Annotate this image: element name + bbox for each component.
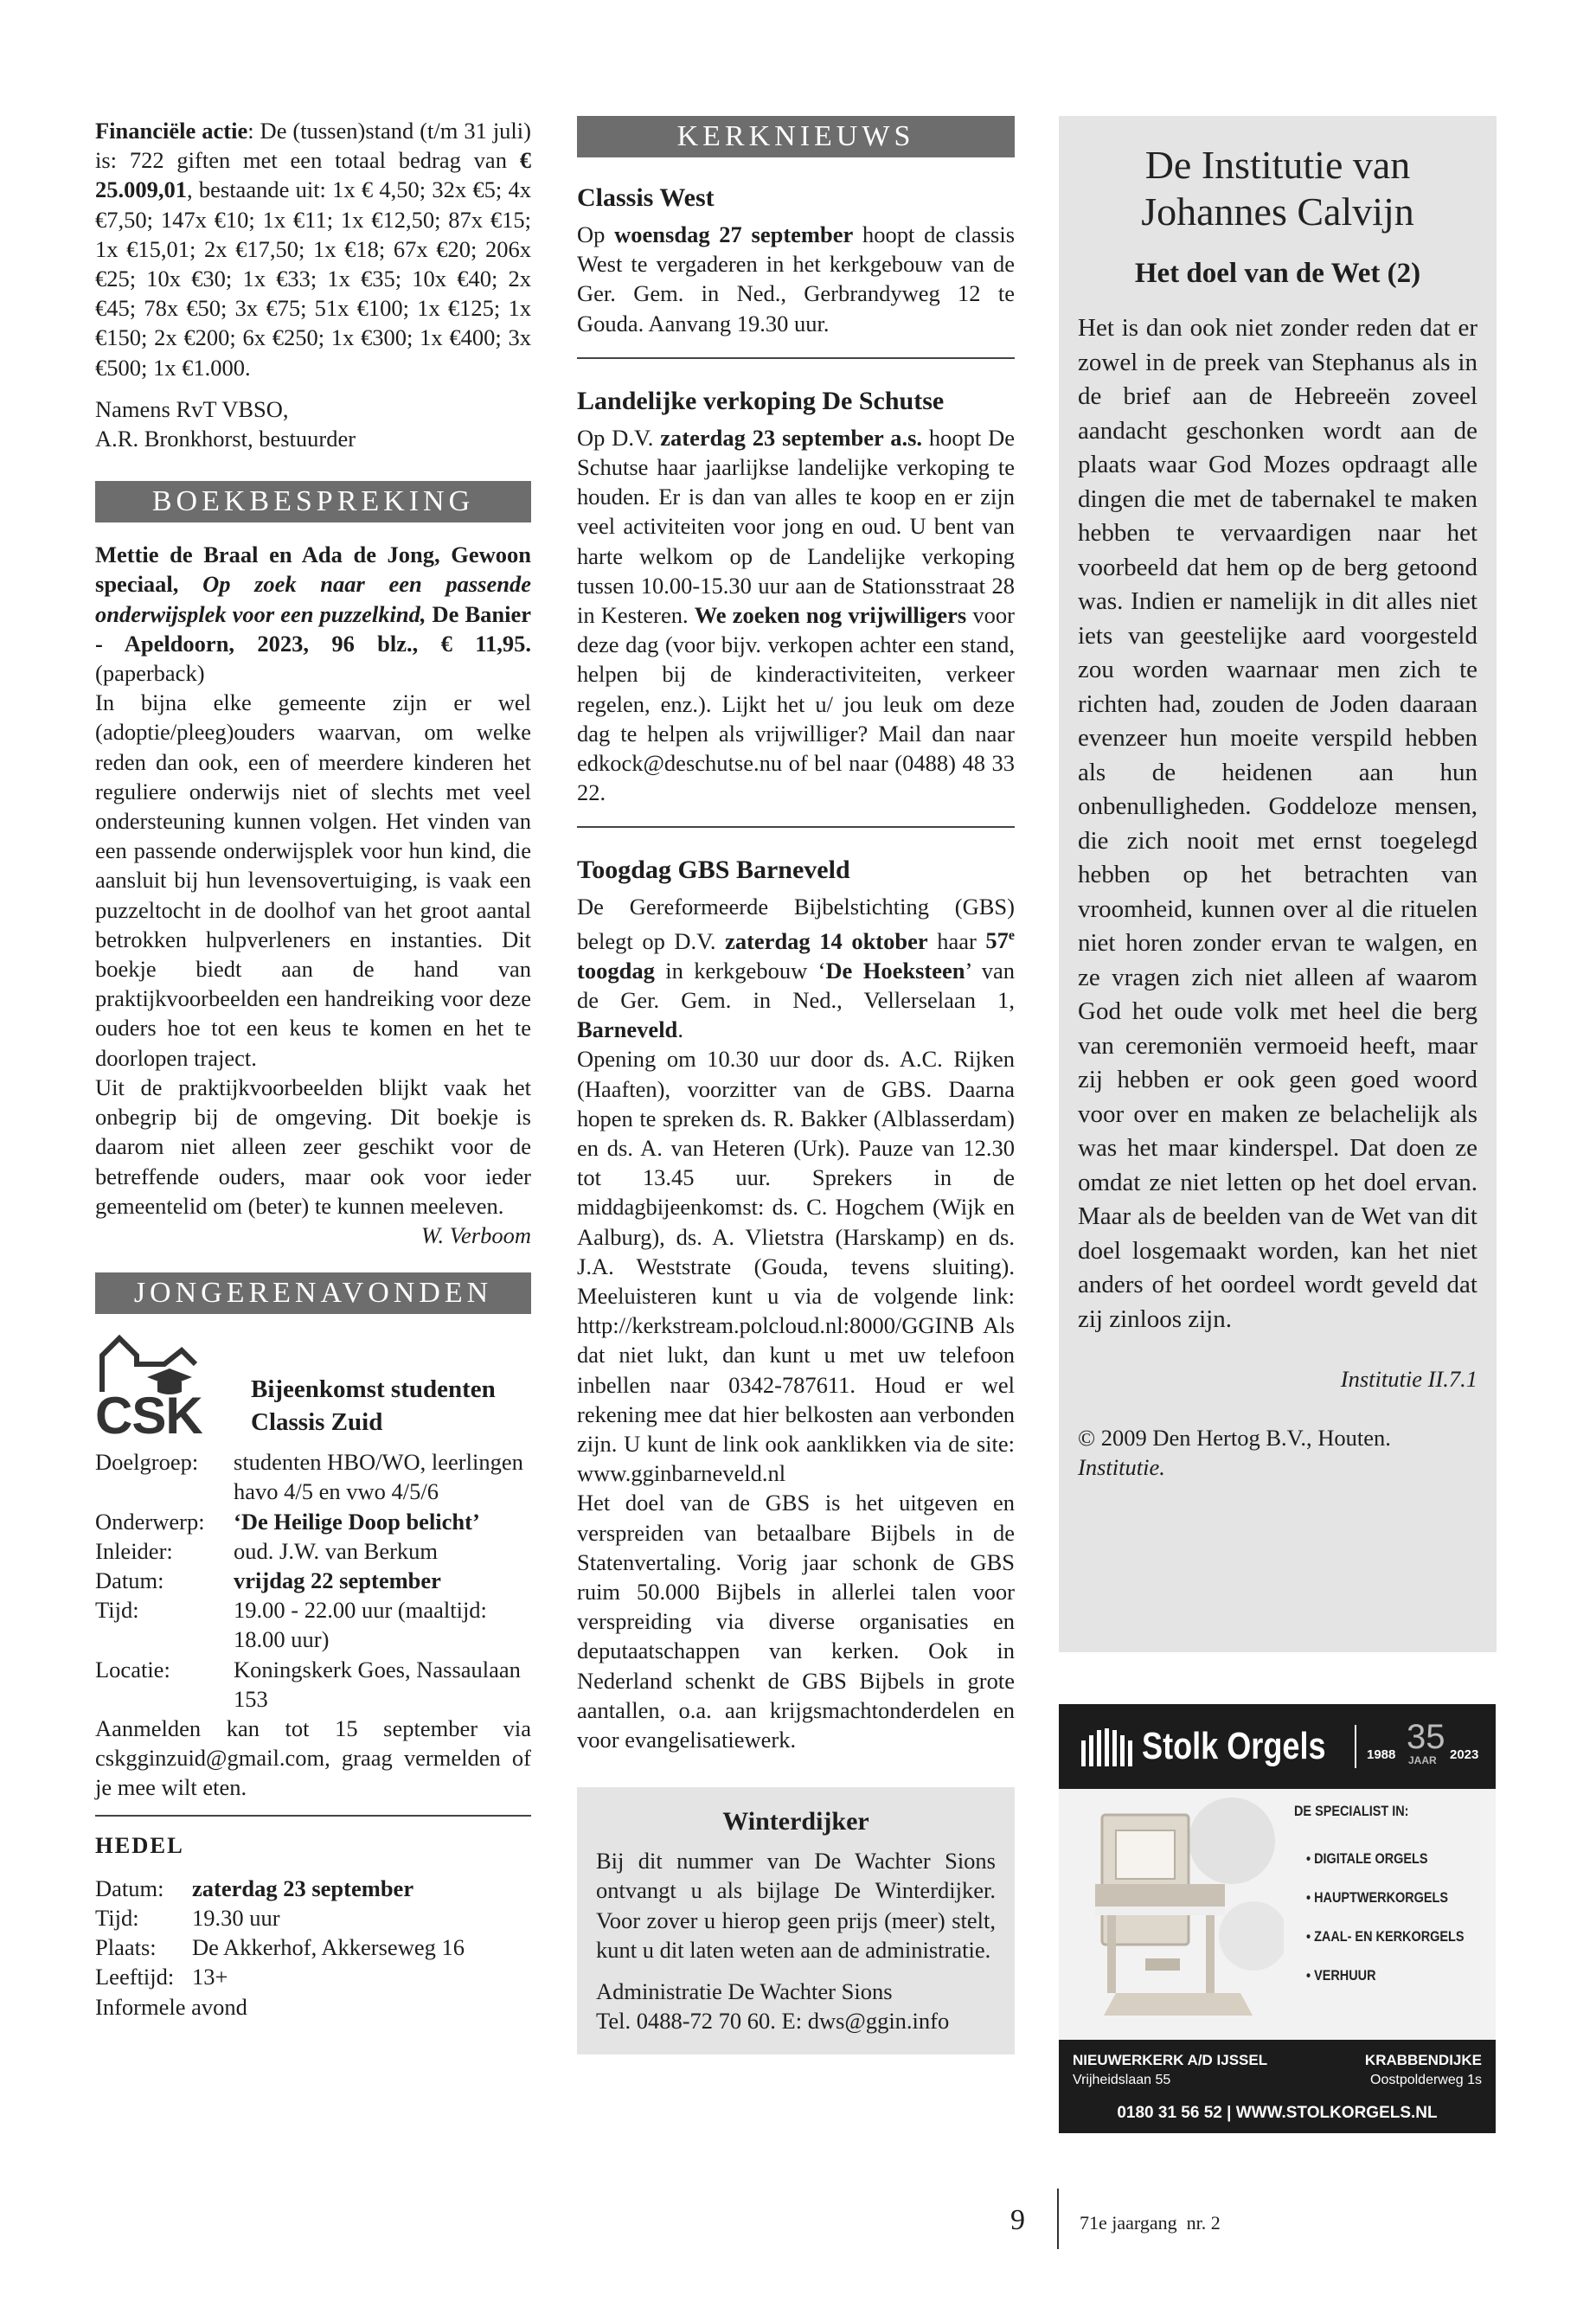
ad-service-item: • HAUPTWERKORGELS [1306,1889,1449,1906]
institutie-body: Het is dan ook niet zonder reden dat er zowel in de preek van Stephanus als in de brief aan de Hebreeën zoveel aandacht geschonken wordt aan de plaats waar God Mozes opdraagt alle dingen die met de tabernakel te maken hebben te vervaardigen naar het voorbeeld dat hem op de berg getoond was. Indien er namelijk in dit alles niet iets van geestelijke aard voorgesteld zou worden waarnaar men zich te richten had, zouden de Joden daaraan evenzeer hun moeite verspild hebben als de heidenen aan hun onbenulligheden. Goddeloze mensen, die zich nooit met ernst toegelegd hebben op het betrachten van vroomheid, kunnen over al die rituelen niet horen zonder ervan te walgen, en ze vragen zich niet alleen af waarom God het oude volk met heel die berg van ceremoniën vermoeid heeft, maar zij hebben er ook geen goed woord voor over en maken ze belachelijk als was het maar kinderspel. Dat doen ze omdat ze niet letten op het doel ervan. Maar als de beelden van de Wet van dit doel losgemaakt worden, kan het niet anders of het oordeel wordt geveld dat zij zinloos zijn. [1078,314,1477,1333]
ad-location-1-address: Vrijheidslaan 55 [1073,2073,1171,2087]
ad-location-1-name: NIEUWERKERK A/D IJSSEL [1073,2052,1268,2068]
hedel-details: Datum: zaterdag 23 september Tijd: 19.30 uur Plaats: De Akkerhof, Akkerseweg 16 Leeftijd: 13+ [95,1875,465,1990]
ad-header [1059,1704,1496,1789]
csk-logo-text: CSK [95,1387,202,1445]
winterdijker-admin: Administratie De Wachter Sions [596,1977,893,2004]
verkoping-body: Op D.V. zaterdag 23 september a.s. hoopt De Schutse haar jaarlijkse landelijke verkoping te houden. Er is dan van alles te koop en er zijn veel activiteiten voor jong en oud. U bent van harte welkom op de Landelijke verkoping tussen 10.00-15.30 uur aan de Stationsstraat 28 in Kesteren. We zoeken nog vrijwilligers voor deze dag (voor bijv. verkopen achter een stand, helpen bij de kinderactiviteiten, verkeer regelen, enz.). Lijkt het u/ jou leuk om deze dag te helpen als vrijwilliger? Mail dan naar edkock@deschutse.nu of bel naar (0488) 48 33 22. [577,424,1016,806]
signature: Namens RvT VBSO, A.R. Bronkhorst, bestuurder [95,395,356,452]
review-author: W. Verboom [420,1221,531,1248]
book-review: Mettie de Braal en Ada de Jong, Gewoon speciaal, Op zoek naar een passende onderwijsplek voor een puzzelkind, De Banier - Apeldoorn, 2023, 96 blz., € 11,95. (paperback) In bijna elke gemeente zijn er wel (adoptie/pleeg)ouders waarvan, om welke reden dan ook, een of meerdere kinderen het reguliere onderwijs niet of slechts met veel ondersteuning kunnen volgen. Het vinden van een passende onderwijsplek voor hun kind, die aansluit bij hun levensovertuiging, is vaak een puzzeltocht in de doolhof van het groot aantal betrokken hulpverleners en instanties. Dit boekje biedt aan de hand van praktijkvoorbeelden een handreiking voor deze ouders hoe tot een keus te komen en het te doorlopen traject. Uit de praktijkvoorbeelden blijkt vaak het onbegrip bij de omgeving. Dit boekje is daarom niet alleen zeer geschikt voor de betreffende ouders, maar ook voor ieder gemeentelid om (beter) te kunnen meeleven. [95,542,532,1219]
classis-west-title: Classis West [577,183,715,212]
section-banner-boekbespreking: BOEKBESPREKING [95,481,531,522]
ad-brand: Stolk Orgels [1142,1725,1326,1767]
ad-divider [1355,1725,1356,1768]
institutie-source: Institutie II.7.1 [1340,1366,1477,1392]
ad-service-item: • VERHUUR [1306,1967,1376,1984]
ad-location-2-name: KRABBENDIJKE [1364,2052,1482,2068]
classis-west-body: Op woensdag 27 september hoopt de classis West te vergaderen in het kerkgebouw van de Ger. Gem. in Ned., Gerbrandyweg 12 te Gouda. Aanvang 19.30 uur. [577,221,1016,336]
page-number: 9 [1010,2204,1025,2236]
institutie-copyright: © 2009 Den Hertog B.V., Houten. Institutie. [1078,1424,1391,1480]
issue-label: 71e jaargang nr. 2 [1080,2212,1221,2234]
ad-specialist: DE SPECIALIST IN: [1294,1803,1409,1819]
winterdijker-contact: Tel. 0488-72 70 60. E: dws@ggin.info [596,2008,950,2035]
ad-year-from: 1988 [1367,1747,1396,1762]
ad-location-2-address: Oostpolderweg 1s [1370,2073,1482,2087]
divider [577,357,1015,359]
csk-signup: Aanmelden kan tot 15 september via cskgginzuid@gmail.com, graag vermelden of je mee wilt eten. [95,1715,531,1801]
column-middle [577,116,1015,2054]
ad-service-item: • DIGITALE ORGELS [1306,1850,1428,1867]
footer-divider [1057,2189,1059,2249]
hedel-title: HEDEL [95,1831,184,1858]
hedel-note: Informele avond [95,1993,247,2020]
winterdijker-body: Bij dit nummer van De Wachter Sions ontvangt u als bijlage De Winterdijker. Voor zover u hierop geen prijs (meer) stelt, kunt u dit laten weten aan de administratie. [596,1848,996,1963]
organ-pipes-icon [1081,1728,1137,1766]
ad-contact-link[interactable]: 0180 31 56 52 | WWW.STOLKORGELS.NL [1117,2104,1438,2122]
ad-year-to: 2023 [1450,1747,1479,1762]
toogdag-body: De Gereformeerde Bijbelstichting (GBS) belegt op D.V. zaterdag 14 oktober haar 57e toogdag in kerkgebouw ‘De Hoeksteen’ van de Ger. Gem. in Ned., Vellerselaan 1, Barneveld. Opening om 10.30 uur door ds. A.C. Rijken (Haaften), voorzitter van de GBS. Daarna hopen te spreken ds. R. Bakker (Alblasserdam) en ds. A. van Heteren (Urk). Pauze van 12.30 tot 13.45 uur. Sprekers in de middagbijeenkomst: ds. C. Hogchem (Wijk en Aalburg), ds. A. Vlietstra (Harskamp) en ds. J.A. Weststrate (Gouda, tevens sluiting). Meeluisteren kunt u via de volgende link: http://kerkstream.polcloud.nl:8000/GGINB Als dat niet lukt, dan kunt u met uw telefoon inbellen naar 0342-787611. Houd er wel rekening mee dat hier belkosten aan verbonden zijn. U kunt de link ook aanklikken via de site: www.gginbarneveld.nl Het doel van de GBS is het uitgeven en verspreiden van betaalbare Bijbels in de Statenvertaling. Vorig jaar schonk de GBS ruim 50.000 Bijbels in allerlei talen voor verspreiding via diverse organisaties en deputaatschappen van kerken. Ook in Nederland schenkt de GBS Bijbels in grote aantallen, o.a. aan krijgsmachtonderdelen en voor evangelisatiewerk. [577,894,1015,1753]
ad-service-item: • ZAAL- EN KERKORGELS [1306,1928,1465,1945]
column-left [95,116,531,2022]
csk-logo [95,1330,234,1445]
institutie-subtitle: Het doel van de Wet (2) [1134,258,1421,289]
section-banner-kerknieuws: KERKNIEUWS [577,116,1015,157]
csk-title: Bijeenkomst studenten Classis Zuid [251,1375,496,1437]
csk-details: Doelgroep: studenten HBO/WO, leerlingen havo 4/5 en vwo 4/5/6 Onderwerp: ‘De Heilige Doop belicht’ Inleider: oud. J.W. van Berkum Datum: vrijdag 22 september Tijd: 19.00 - 22.00 uur (maaltijd: 18.00 uur) Locatie: Koningskerk Goes, Nassaulaan 153 [95,1449,523,1712]
financial-action: Financiële actie: De (tussen)stand (t/m 31 juli) is: 722 giften met een totaal bedrag van € 25.009,01, bestaande uit: 1x € 4,50; 32x €5; 4x €7,50; 147x €10; 1x €11; 1x €12,50; 87x €15; 1x €15,01; 2x €17,50; 1x €18; 67x €20; 206x €25; 10x €30; 1x €33; 1x €35; 10x €40; 2x €45; 78x €50; 3x €75; 51x €100; 1x €125; 1x €150; 2x €200; 6x €250; 1x €300; 1x €400; 3x €500; 1x €1.000. [95,118,531,381]
ad-body [1059,1789,1496,2040]
ad-services [1306,1839,1464,1995]
verkoping-title: Landelijke verkoping De Schutse [577,386,945,415]
ad-footer [1059,2040,1496,2133]
toogdag-title: Toogdag GBS Barneveld [577,856,850,885]
winterdijker-box [577,1787,1015,2054]
ad-years-label: JAAR [1408,1754,1437,1766]
institutie-title: De Institutie van Johannes Calvijn [1141,143,1414,234]
winterdijker-title: Winterdijker [722,1807,869,1836]
divider [95,1815,531,1817]
csk-header [95,1330,531,1445]
institutie-box [1059,116,1497,1652]
organ-icon [1067,1789,1284,2040]
divider [577,826,1015,828]
section-banner-jongerenavonden: JONGERENAVONDEN [95,1272,531,1314]
ad-years: 35 [1407,1718,1445,1756]
stolk-orgels-ad[interactable] [1059,1704,1496,2137]
